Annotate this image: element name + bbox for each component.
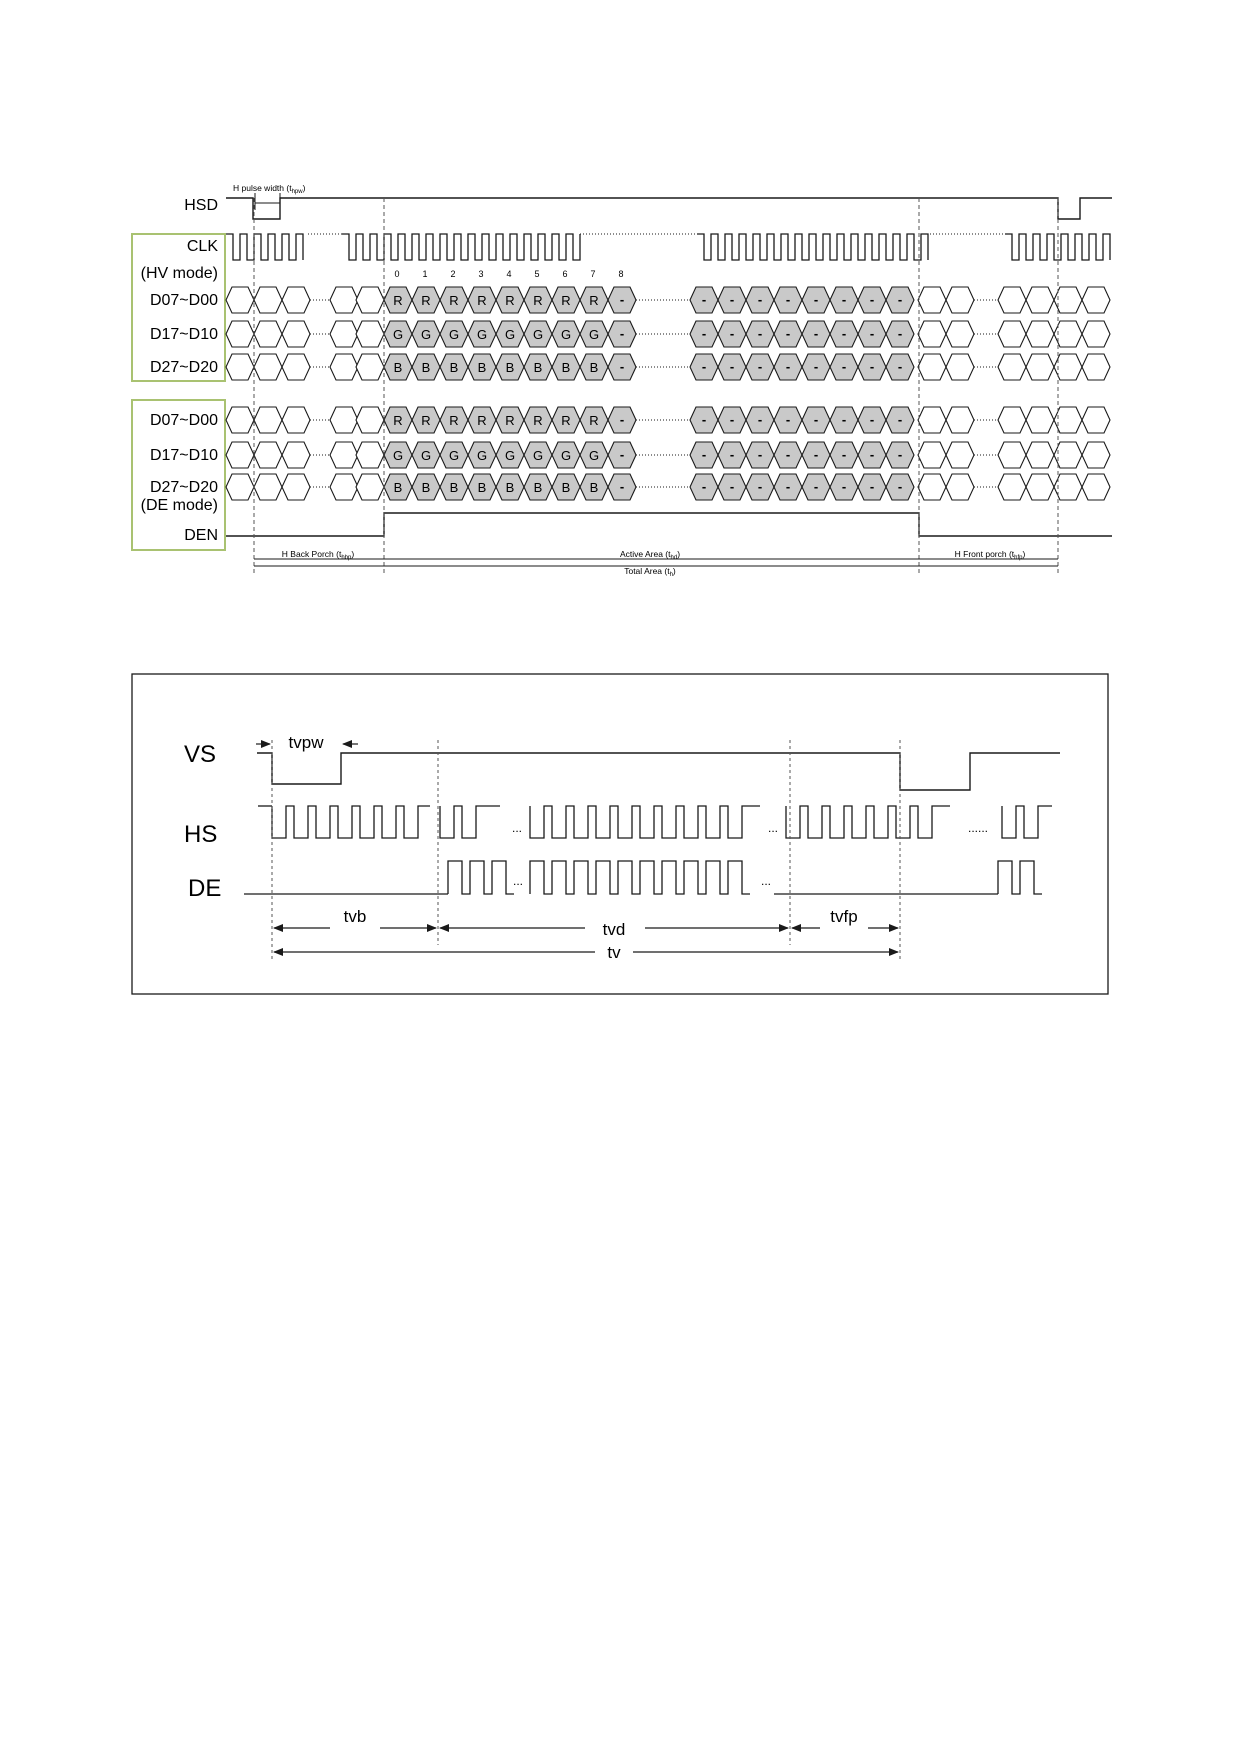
de-pulse-segment — [530, 861, 750, 894]
tvpw-label: tvpw — [288, 733, 324, 752]
hsd-waveform — [226, 198, 1112, 219]
bus-cell-blank — [356, 442, 384, 468]
bus-cell-dash: - — [813, 292, 819, 307]
pixel-index-label: 2 — [450, 269, 456, 279]
bus-cell-letter: R — [561, 413, 571, 428]
bus-cell-blank — [1026, 354, 1054, 380]
bus-cell-dash: - — [785, 292, 791, 307]
bus-cell-letter: G — [532, 327, 544, 342]
bus-cell-dash: - — [841, 292, 847, 307]
bus-cell-dash: - — [897, 359, 903, 374]
bus-cell-letter: B — [561, 360, 571, 375]
bus-cell-dash: - — [701, 359, 707, 374]
bus-cell-letter: B — [533, 360, 543, 375]
bus-cell-dash: - — [841, 326, 847, 341]
bus-cell-blank — [1082, 354, 1110, 380]
bus-cell-dash: - — [813, 479, 819, 494]
guide-lines — [254, 198, 1058, 575]
bus-cell-letter: G — [476, 327, 488, 342]
bus-cell-blank — [1082, 287, 1110, 313]
bus-cell-blank — [254, 354, 282, 380]
bus-cell-letter: B — [589, 480, 599, 495]
bus-cell-dash: - — [785, 359, 791, 374]
bus-cell-blank — [1026, 287, 1054, 313]
de-waveform — [244, 861, 1042, 894]
bus-row — [226, 474, 1110, 500]
bus-cell-blank — [254, 474, 282, 500]
signal-label-d27-d20-de: D27~D20 — [149, 479, 218, 496]
bus-cell-blank — [226, 474, 254, 500]
signal-label-d07-d00-hv: D07~D00 — [149, 292, 218, 309]
bus-cell-blank — [1026, 321, 1054, 347]
bus-cell-letter: B — [505, 480, 515, 495]
bus-cell-letter: R — [477, 413, 487, 428]
bus-cell-blank — [998, 474, 1026, 500]
bus-cell-dash: - — [729, 479, 735, 494]
bus-cell-blank — [1026, 474, 1054, 500]
bus-cell-dash: - — [869, 359, 875, 374]
bus-cell-dash: - — [729, 412, 735, 427]
bus-cell-dash: - — [841, 447, 847, 462]
bus-row — [226, 354, 1110, 380]
bus-cell-blank — [254, 287, 282, 313]
bus-cell-blank — [1026, 442, 1054, 468]
bus-cell-letter: R — [477, 293, 487, 308]
bus-cell-blank — [356, 321, 384, 347]
pixel-index-label: 7 — [590, 269, 596, 279]
bus-cell-letter: R — [533, 413, 543, 428]
tvb-label: tvb — [343, 907, 367, 926]
den-waveform — [226, 513, 1112, 536]
signal-label-hsd: HSD — [184, 197, 218, 214]
bus-cell-dash: - — [785, 479, 791, 494]
signal-label-vs: VS — [184, 741, 217, 768]
bus-row — [226, 407, 1110, 433]
bus-cell-dash: - — [757, 447, 763, 462]
bus-cell-blank — [946, 474, 974, 500]
bus-cell-dash: - — [757, 326, 763, 341]
bus-cell-blank — [254, 321, 282, 347]
h-back-porch-label: H Back Porch $(t_{hbp})$ — [281, 549, 355, 561]
bus-row — [226, 442, 1110, 468]
bus-cell-letter: R — [589, 293, 599, 308]
signal-label-clk: CLK — [186, 238, 218, 255]
tvfp-label: tvfp — [830, 907, 858, 926]
de-pulse-segment — [448, 861, 514, 894]
tv-label: tv — [607, 943, 621, 962]
bus-cell-letter: G — [392, 327, 404, 342]
bus-cell-dash: - — [729, 326, 735, 341]
bus-cell-dash: - — [619, 326, 625, 341]
bus-cell-letter: B — [449, 360, 459, 375]
bus-cell-blank — [282, 354, 310, 380]
bus-cell-letter: G — [448, 448, 460, 463]
bus-cell-letter: R — [393, 413, 403, 428]
bus-cell-blank — [946, 287, 974, 313]
active-area-label: Active Area $(t_{hd})$ — [619, 549, 681, 561]
bus-cell-letter: G — [560, 448, 572, 463]
bus-cell-blank — [1026, 407, 1054, 433]
de-pulse-segment — [998, 861, 1042, 894]
bus-cell-blank — [998, 321, 1026, 347]
bus-cell-blank — [356, 287, 384, 313]
hpulse-width-label: H pulse width $(t_{hpw})$ — [233, 183, 306, 195]
signal-label-d07-d00-de: D07~D00 — [149, 412, 218, 429]
bus-cell-letter: G — [504, 448, 516, 463]
bus-cell-blank — [1082, 442, 1110, 468]
clk-segment — [342, 234, 580, 260]
hs-segment — [1002, 806, 1052, 838]
data-bus-rows — [226, 287, 1110, 500]
pixel-index-label: 6 — [562, 269, 568, 279]
bus-cell-blank — [226, 321, 254, 347]
bus-cell-blank — [254, 442, 282, 468]
bus-cell-letter: G — [420, 448, 432, 463]
bus-cell-blank — [282, 287, 310, 313]
bus-cell-letter: G — [532, 448, 544, 463]
bus-cell-dash: - — [701, 412, 707, 427]
bus-cell-dash: - — [897, 326, 903, 341]
bus-cell-letter: G — [504, 327, 516, 342]
pixel-index-labels — [394, 269, 623, 279]
bus-cell-blank — [330, 442, 358, 468]
bus-cell-blank — [918, 321, 946, 347]
bus-cell-blank — [330, 474, 358, 500]
vertical-guide-lines — [272, 740, 900, 960]
bus-cell-blank — [998, 407, 1026, 433]
bus-cell-dash: - — [869, 479, 875, 494]
bus-cell-letter: R — [421, 413, 431, 428]
bus-cell-blank — [918, 287, 946, 313]
bus-cell-dash: - — [841, 479, 847, 494]
bus-cell-blank — [226, 442, 254, 468]
bus-cell-blank — [282, 407, 310, 433]
bus-cell-dash: - — [785, 412, 791, 427]
clk-waveform — [226, 234, 1110, 260]
bus-cell-blank — [918, 474, 946, 500]
bus-cell-dash: - — [813, 359, 819, 374]
bus-row — [226, 321, 1110, 347]
bus-cell-dash: - — [757, 479, 763, 494]
bus-cell-dash: - — [785, 326, 791, 341]
bus-cell-dash: - — [841, 359, 847, 374]
bus-cell-letter: B — [505, 360, 515, 375]
bus-cell-dash: - — [869, 326, 875, 341]
hs-ellipsis-3: ...... — [967, 821, 989, 835]
bus-cell-letter: G — [420, 327, 432, 342]
bus-cell-letter: G — [588, 448, 600, 463]
bus-cell-blank — [330, 321, 358, 347]
de-ellipsis-1: ... — [512, 874, 524, 888]
bus-cell-dash: - — [619, 292, 625, 307]
bus-cell-letter: G — [588, 327, 600, 342]
tvd-label: tvd — [602, 920, 626, 939]
bus-cell-dash: - — [701, 479, 707, 494]
pixel-index-label: 3 — [478, 269, 484, 279]
bus-cell-blank — [998, 287, 1026, 313]
bus-cell-letter: G — [560, 327, 572, 342]
bus-cell-dash: - — [619, 479, 625, 494]
bus-cell-letter: R — [505, 413, 515, 428]
pixel-index-label: 4 — [506, 269, 512, 279]
bus-cell-dash: - — [757, 292, 763, 307]
vs-waveform — [257, 753, 1060, 790]
bus-cell-blank — [1082, 407, 1110, 433]
bus-cell-blank — [1082, 474, 1110, 500]
signal-label-d17-d10-hv: D17~D10 — [149, 326, 218, 343]
bus-cell-dash: - — [897, 292, 903, 307]
bus-cell-dash: - — [619, 412, 625, 427]
bus-cell-blank — [946, 407, 974, 433]
bus-cell-blank — [918, 354, 946, 380]
signal-label-de-mode: (DE mode) — [140, 497, 218, 514]
hs-ellipsis-1: ... — [511, 821, 523, 835]
bus-cell-dash: - — [757, 359, 763, 374]
pixel-index-label: 8 — [618, 269, 624, 279]
bus-cell-blank — [330, 407, 358, 433]
bus-cell-letter: B — [421, 480, 431, 495]
bus-cell-letter: B — [533, 480, 543, 495]
bus-cell-dash: - — [729, 447, 735, 462]
bus-cell-letter: B — [589, 360, 599, 375]
clk-segment — [697, 234, 928, 260]
bus-cell-letter: B — [561, 480, 571, 495]
de-ellipsis-2: ... — [760, 874, 772, 888]
bus-cell-blank — [356, 354, 384, 380]
bus-cell-letter: B — [421, 360, 431, 375]
bus-cell-dash: - — [701, 326, 707, 341]
bus-cell-letter: R — [449, 413, 459, 428]
pixel-index-label: 1 — [422, 269, 428, 279]
clk-segment — [226, 234, 303, 260]
signal-label-den: DEN — [184, 527, 218, 544]
bus-cell-letter: R — [533, 293, 543, 308]
bus-cell-blank — [330, 287, 358, 313]
hs-segment — [786, 806, 950, 838]
bus-cell-dash: - — [729, 292, 735, 307]
bus-cell-blank — [946, 321, 974, 347]
bus-cell-blank — [226, 354, 254, 380]
bus-cell-blank — [282, 321, 310, 347]
bus-cell-dash: - — [701, 292, 707, 307]
bus-cell-dash: - — [869, 447, 875, 462]
bus-cell-blank — [1082, 321, 1110, 347]
bus-cell-blank — [356, 474, 384, 500]
h-front-porch-label: H Front porch $(t_{hfp})$ — [954, 549, 1026, 561]
signal-label-d27-d20-hv: D27~D20 — [149, 359, 218, 376]
bus-cell-blank — [282, 474, 310, 500]
bus-cell-dash: - — [701, 447, 707, 462]
bus-cell-dash: - — [869, 292, 875, 307]
signal-label-hs: HS — [184, 821, 218, 848]
bus-cell-blank — [918, 407, 946, 433]
bus-cell-dash: - — [813, 326, 819, 341]
bus-cell-letter: R — [421, 293, 431, 308]
hs-ellipsis-2: ... — [767, 821, 779, 835]
bus-cell-dash: - — [897, 412, 903, 427]
pixel-index-label: 5 — [534, 269, 540, 279]
bus-cell-dash: - — [869, 412, 875, 427]
bus-cell-blank — [946, 442, 974, 468]
bus-cell-dash: - — [841, 412, 847, 427]
bus-cell-letter: G — [448, 327, 460, 342]
bus-cell-dash: - — [619, 447, 625, 462]
hs-waveform — [258, 806, 1052, 838]
bus-cell-letter: B — [449, 480, 459, 495]
bus-cell-letter: B — [477, 360, 487, 375]
bus-cell-letter: B — [393, 480, 403, 495]
bus-row — [226, 287, 1110, 313]
hs-segment — [530, 806, 760, 838]
bus-cell-letter: G — [392, 448, 404, 463]
bus-cell-letter: R — [561, 293, 571, 308]
bus-cell-blank — [330, 354, 358, 380]
bus-cell-dash: - — [785, 447, 791, 462]
bus-cell-dash: - — [619, 359, 625, 374]
bus-cell-blank — [282, 442, 310, 468]
bus-cell-letter: R — [393, 293, 403, 308]
bus-cell-letter: R — [589, 413, 599, 428]
bus-cell-blank — [254, 407, 282, 433]
bus-cell-dash: - — [813, 412, 819, 427]
pixel-index-label: 0 — [394, 269, 400, 279]
bus-cell-letter: G — [476, 448, 488, 463]
bus-cell-letter: R — [505, 293, 515, 308]
signal-label-hv-mode: (HV mode) — [140, 265, 218, 282]
vertical-timing-diagram — [132, 674, 1108, 994]
bus-cell-blank — [918, 442, 946, 468]
horizontal-timing-diagram — [132, 183, 1112, 578]
bus-cell-dash: - — [897, 447, 903, 462]
bus-cell-dash: - — [757, 412, 763, 427]
bus-cell-blank — [998, 354, 1026, 380]
bus-cell-blank — [356, 407, 384, 433]
bus-cell-letter: R — [449, 293, 459, 308]
hs-segment — [272, 806, 430, 838]
bus-cell-blank — [226, 287, 254, 313]
bus-cell-dash: - — [729, 359, 735, 374]
bus-cell-blank — [946, 354, 974, 380]
signal-label-de: DE — [188, 875, 222, 902]
bus-cell-letter: B — [477, 480, 487, 495]
bus-cell-blank — [226, 407, 254, 433]
bus-cell-blank — [998, 442, 1026, 468]
hs-segment — [440, 806, 500, 838]
bus-cell-dash: - — [897, 479, 903, 494]
total-area-label: Total Area $(t_h)$ — [624, 566, 676, 578]
bus-cell-dash: - — [813, 447, 819, 462]
bus-cell-letter: B — [393, 360, 403, 375]
signal-label-d17-d10-de: D17~D10 — [149, 447, 218, 464]
